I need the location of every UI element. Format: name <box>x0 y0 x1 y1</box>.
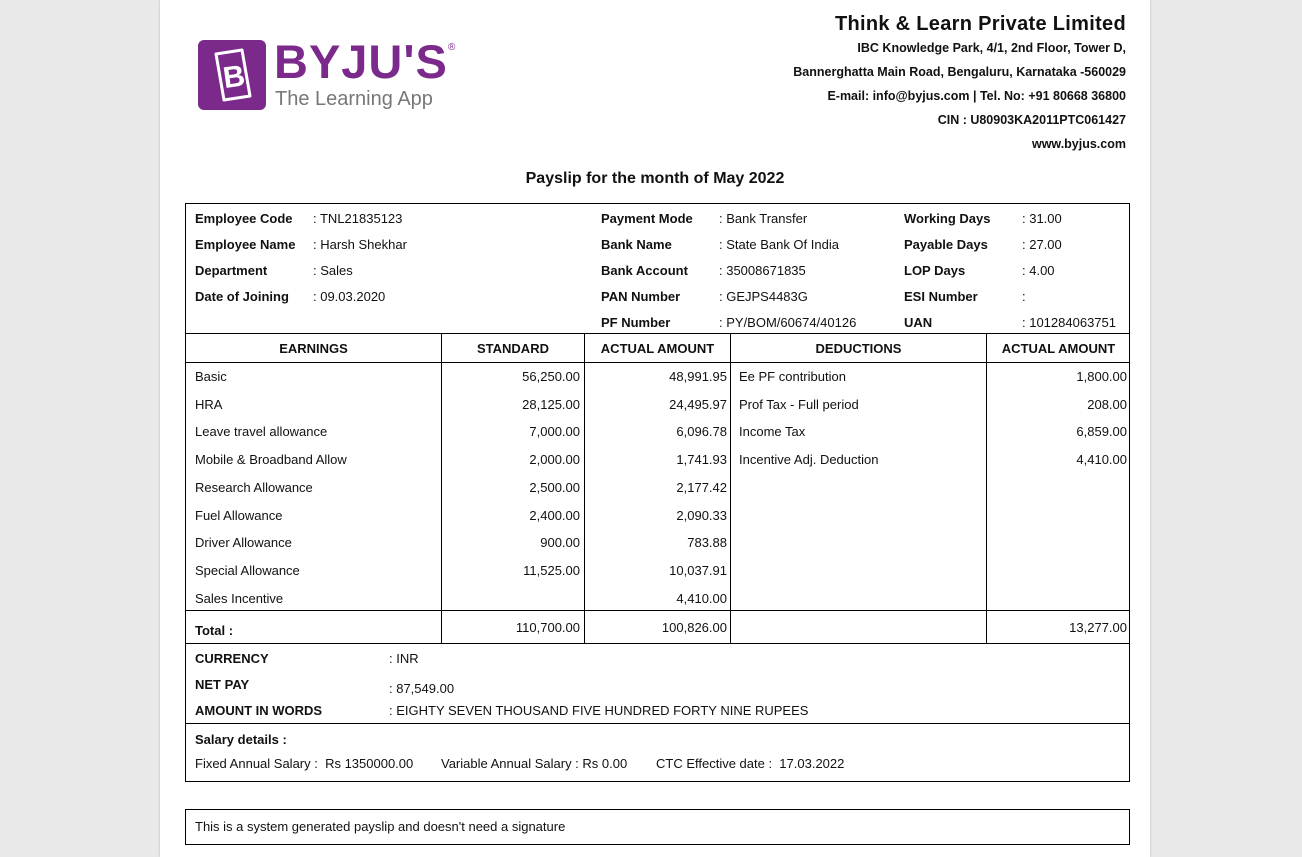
esi-number-value: : <box>1022 289 1026 304</box>
employee-code-value: : TNL21835123 <box>313 211 403 226</box>
lop-days-value: : 4.00 <box>1022 263 1055 278</box>
actual-amount-header: ACTUAL AMOUNT <box>600 341 715 356</box>
earning-actual: 10,037.91 <box>669 563 727 578</box>
date-of-joining-value: : 09.03.2020 <box>313 289 386 304</box>
deduction-amount: 4,410.00 <box>1076 452 1127 467</box>
pan-number-value: : GEJPS4483G <box>719 289 808 304</box>
earning-standard: 56,250.00 <box>522 369 580 384</box>
earning-standard: 2,400.00 <box>529 508 580 523</box>
logo-tagline: The Learning App <box>275 88 433 110</box>
payslip-title: Payslip for the month of May 2022 <box>525 170 785 187</box>
bank-name-value: : State Bank Of India <box>719 237 839 252</box>
earning-name: HRA <box>195 397 223 412</box>
footer-note: This is a system generated payslip and doesn't need a signature <box>195 819 566 834</box>
variable-annual-salary: Variable Annual Salary : Rs 0.00 <box>441 756 628 771</box>
earning-actual: 2,177.42 <box>676 480 727 495</box>
earning-name: Leave travel allowance <box>195 424 328 439</box>
company-address-2: Bannerghatta Main Road, Bengaluru, Karnataka -560029 <box>793 65 1126 79</box>
currency-value: : INR <box>389 651 419 666</box>
amount-in-words-label: AMOUNT IN WORDS <box>195 703 323 718</box>
deduction-amount: 6,859.00 <box>1076 424 1127 439</box>
salary-details-heading: Salary details : <box>195 732 287 747</box>
earning-actual: 6,096.78 <box>676 424 727 439</box>
working-days-label: Working Days <box>904 211 991 226</box>
bank-account-value: : 35008671835 <box>719 263 806 278</box>
total-label: Total : <box>195 623 234 638</box>
earning-actual: 2,090.33 <box>676 508 727 523</box>
earnings-deductions-table <box>185 333 1130 644</box>
company-address-1: IBC Knowledge Park, 4/1, 2nd Floor, Tower D, <box>857 41 1126 55</box>
total-deductions: 13,277.00 <box>1069 620 1127 635</box>
date-of-joining-label: Date of Joining <box>195 289 289 304</box>
employee-info-box <box>185 203 1130 334</box>
earning-standard: 7,000.00 <box>529 424 580 439</box>
deduction-actual-header: ACTUAL AMOUNT <box>1001 341 1116 356</box>
bank-account-label: Bank Account <box>601 263 688 278</box>
pan-number-label: PAN Number <box>601 289 681 304</box>
department-value: : Sales <box>313 263 353 278</box>
bank-name-label: Bank Name <box>601 237 672 252</box>
lop-days-label: LOP Days <box>904 263 966 278</box>
earning-name: Research Allowance <box>195 480 313 495</box>
deductions-header: DEDUCTIONS <box>815 341 902 356</box>
deduction-name: Prof Tax - Full period <box>739 397 859 412</box>
payslip-page <box>160 0 1150 857</box>
earning-actual: 4,410.00 <box>676 591 727 606</box>
company-header <box>793 12 1126 156</box>
earning-name: Special Allowance <box>195 563 300 578</box>
uan-value: : 101284063751 <box>1022 315 1116 330</box>
employee-name-label: Employee Name <box>195 237 296 252</box>
total-standard: 110,700.00 <box>515 620 580 635</box>
earning-name: Sales Incentive <box>195 591 284 606</box>
deduction-name: Incentive Adj. Deduction <box>739 452 879 467</box>
company-cin: CIN : U80903KA2011PTC061427 <box>937 113 1126 127</box>
logo-wordmark: BYJU'S <box>274 35 448 88</box>
earnings-header: EARNINGS <box>279 341 348 356</box>
employee-name-value: : Harsh Shekhar <box>313 237 407 252</box>
amount-in-words-value: : EIGHTY SEVEN THOUSAND FIVE HUNDRED FORTY NINE RUPEES <box>389 703 809 718</box>
pf-number-value: : PY/BOM/60674/40126 <box>719 315 857 330</box>
earning-actual: 48,991.95 <box>669 369 727 384</box>
earning-standard: 2,000.00 <box>529 452 580 467</box>
deduction-amount: 208.00 <box>1087 397 1127 412</box>
payable-days-value: : 27.00 <box>1022 237 1062 252</box>
company-name: Think & Learn Private Limited <box>835 13 1126 35</box>
total-actual: 100,826.00 <box>661 620 727 635</box>
net-pay-label: NET PAY <box>195 677 250 692</box>
payment-mode-label: Payment Mode <box>601 211 693 226</box>
payable-days-label: Payable Days <box>904 237 988 252</box>
employee-code-label: Employee Code <box>195 211 293 226</box>
earning-actual: 783.88 <box>687 535 727 550</box>
earning-name: Driver Allowance <box>195 535 292 550</box>
logo-glyph: B <box>220 59 248 96</box>
currency-label: CURRENCY <box>195 651 269 666</box>
uan-label: UAN <box>904 315 933 330</box>
ctc-effective-date: CTC Effective date : 17.03.2022 <box>656 756 845 771</box>
byjus-logo-icon <box>198 40 266 110</box>
fixed-annual-salary: Fixed Annual Salary : Rs 1350000.00 <box>195 756 414 771</box>
company-contact: E-mail: info@byjus.com | Tel. No: +91 80668 36800 <box>827 89 1126 103</box>
earning-standard: 28,125.00 <box>522 397 580 412</box>
earning-actual: 24,495.97 <box>669 397 727 412</box>
earning-name: Mobile & Broadband Allow <box>195 452 347 467</box>
net-pay-value: : 87,549.00 <box>389 681 455 696</box>
earning-standard: 2,500.00 <box>529 480 580 495</box>
byjus-logo <box>198 35 498 115</box>
registered-mark: ® <box>448 42 456 53</box>
working-days-value: : 31.00 <box>1022 211 1062 226</box>
earning-name: Basic <box>195 369 227 384</box>
deduction-name: Income Tax <box>739 424 806 439</box>
footer-note-box <box>185 809 1130 845</box>
pf-number-label: PF Number <box>601 315 671 330</box>
earning-standard: 11,525.00 <box>523 563 580 578</box>
deduction-name: Ee PF contribution <box>739 369 846 384</box>
earning-standard: 900.00 <box>540 535 580 550</box>
department-label: Department <box>195 263 268 278</box>
standard-header: STANDARD <box>477 341 549 356</box>
deduction-amount: 1,800.00 <box>1076 369 1127 384</box>
esi-number-label: ESI Number <box>904 289 978 304</box>
payment-mode-value: : Bank Transfer <box>719 211 808 226</box>
net-pay-box <box>185 643 1130 724</box>
earning-name: Fuel Allowance <box>195 508 283 523</box>
salary-details-box <box>185 723 1130 782</box>
company-website: www.byjus.com <box>1031 137 1126 151</box>
earning-actual: 1,741.93 <box>676 452 727 467</box>
